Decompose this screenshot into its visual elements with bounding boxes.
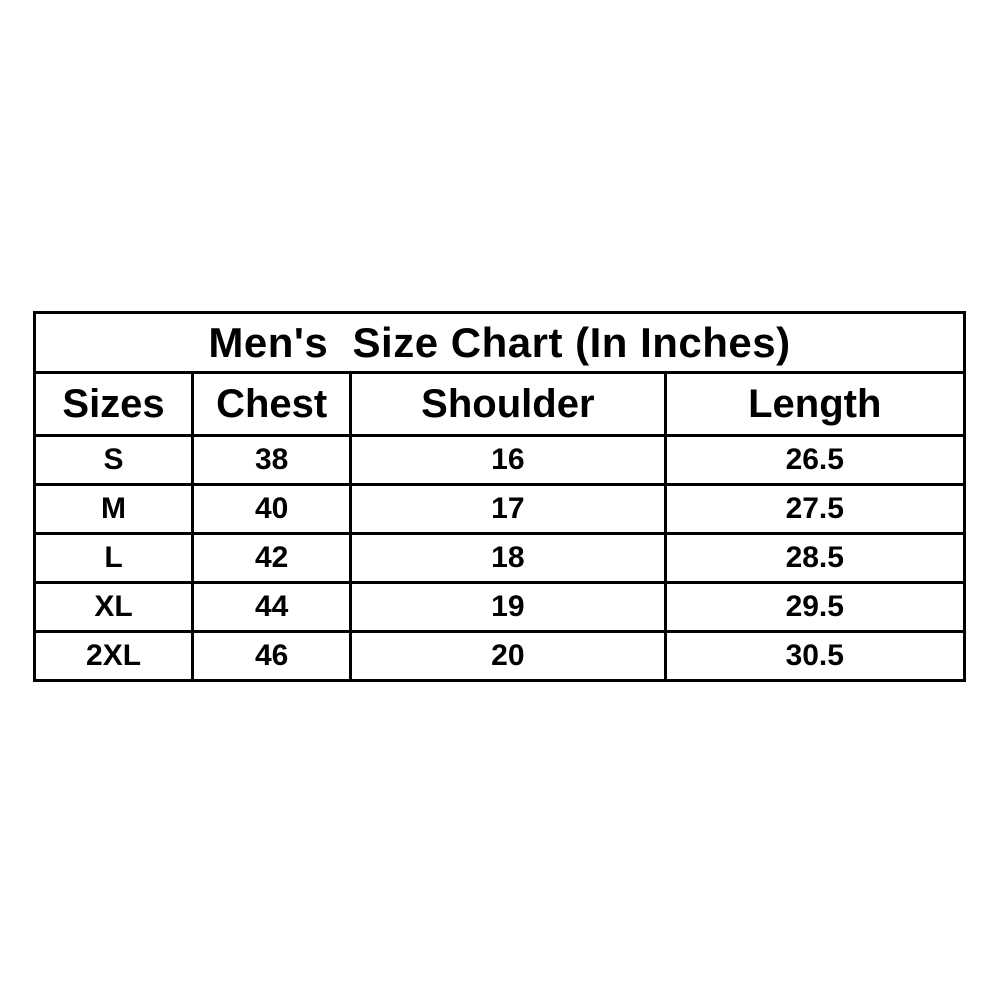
title-row xyxy=(35,313,965,373)
column-header-shoulder: Shoulder xyxy=(351,373,665,436)
cell-chest: 38 xyxy=(193,436,351,485)
size-chart xyxy=(33,311,966,682)
cell-length: 28.5 xyxy=(665,534,964,583)
table-row-l xyxy=(35,534,965,583)
cell-chest: 44 xyxy=(193,583,351,632)
cell-size: M xyxy=(35,485,193,534)
cell-shoulder: 18 xyxy=(351,534,665,583)
cell-shoulder: 19 xyxy=(351,583,665,632)
column-header-length: Length xyxy=(665,373,964,436)
size-chart-table xyxy=(33,311,966,682)
cell-shoulder: 20 xyxy=(351,632,665,681)
table-row-xl xyxy=(35,583,965,632)
cell-size: S xyxy=(35,436,193,485)
cell-size: 2XL xyxy=(35,632,193,681)
column-header-sizes: Sizes xyxy=(35,373,193,436)
cell-length: 26.5 xyxy=(665,436,964,485)
header-row xyxy=(35,373,965,436)
table-row-s xyxy=(35,436,965,485)
cell-size: L xyxy=(35,534,193,583)
table-title: Men's Size Chart (In Inches) xyxy=(35,313,965,373)
cell-chest: 40 xyxy=(193,485,351,534)
cell-shoulder: 17 xyxy=(351,485,665,534)
cell-size: XL xyxy=(35,583,193,632)
cell-length: 30.5 xyxy=(665,632,964,681)
cell-length: 27.5 xyxy=(665,485,964,534)
table-row-2xl xyxy=(35,632,965,681)
table-row-m xyxy=(35,485,965,534)
cell-chest: 46 xyxy=(193,632,351,681)
cell-shoulder: 16 xyxy=(351,436,665,485)
column-header-chest: Chest xyxy=(193,373,351,436)
cell-length: 29.5 xyxy=(665,583,964,632)
cell-chest: 42 xyxy=(193,534,351,583)
